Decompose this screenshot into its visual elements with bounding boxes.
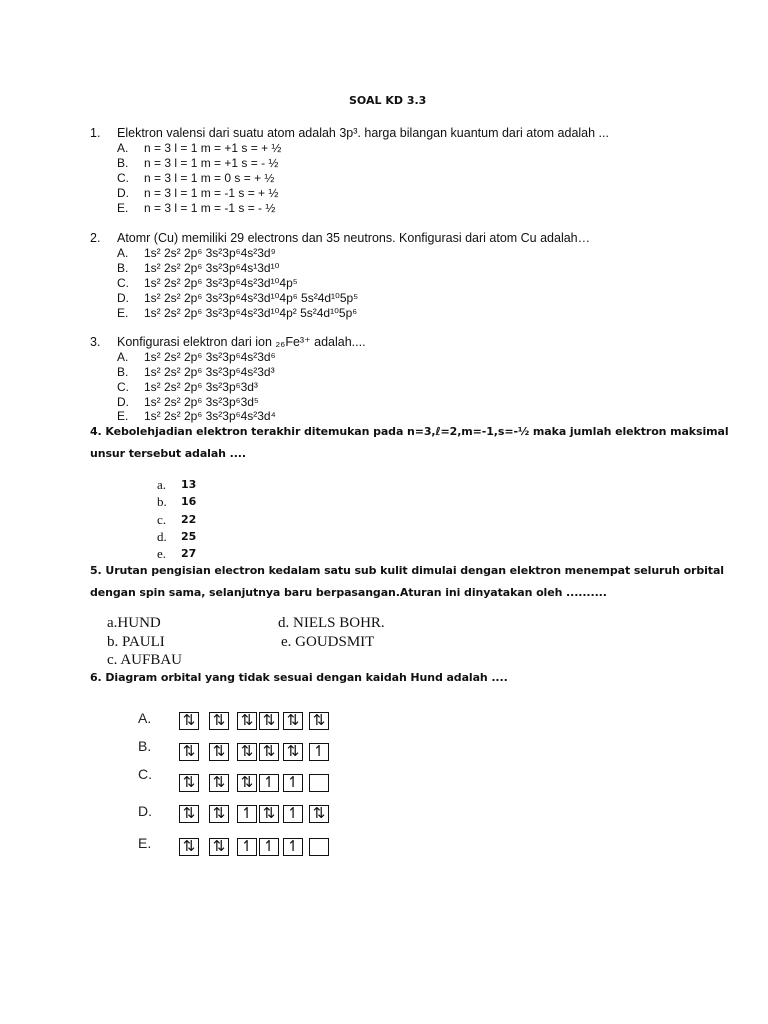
orbital-box: ⇅ xyxy=(259,805,279,823)
question-3-option-a: 1s² 2s² 2p⁶ 3s²3p⁶4s²3d⁶ xyxy=(144,350,276,364)
orbital-box: ⇅ xyxy=(309,805,329,823)
orbital-box: ↿ xyxy=(283,838,303,856)
question-3-option-c: 1s² 2s² 2p⁶ 3s²3p⁶3d³ xyxy=(144,380,258,394)
orbital-box: ↿ xyxy=(309,743,329,761)
question-1-option-a: n = 3 l = 1 m = +1 s = + ½ xyxy=(144,141,282,155)
page-title: SOAL KD 3.3 xyxy=(349,94,427,107)
orbital-box xyxy=(309,838,329,856)
question-4-option-e-letter: e. xyxy=(157,546,167,561)
orbital-box: ↿ xyxy=(283,774,303,792)
orbital-box: ↿ xyxy=(237,805,257,823)
question-5-option-b: b. PAULI xyxy=(107,634,165,650)
orbital-row-b-label: B. xyxy=(138,738,152,754)
question-1-option-c: n = 3 l = 1 m = 0 s = + ½ xyxy=(144,171,275,185)
orbital-row-c-label: C. xyxy=(138,766,152,782)
question-1-option-b-letter: B. xyxy=(117,156,129,170)
orbital-box: ⇅ xyxy=(309,712,329,730)
question-2-option-a: 1s² 2s² 2p⁶ 3s²3p⁶4s²3d⁹ xyxy=(144,246,276,260)
question-5-option-a: a.HUND xyxy=(107,615,161,631)
orbital-box: ⇅ xyxy=(237,743,257,761)
question-5-option-d: d. NIELS BOHR. xyxy=(278,615,385,631)
question-4-option-c-letter: c. xyxy=(157,512,167,527)
question-3-option-d-letter: D. xyxy=(117,395,129,409)
question-1-option-c-letter: C. xyxy=(117,171,129,185)
question-1-option-a-letter: A. xyxy=(117,141,129,155)
question-2-number: 2. xyxy=(90,231,101,245)
question-2-option-d: 1s² 2s² 2p⁶ 3s²3p⁶4s²3d¹⁰4p⁶ 5s²4d¹⁰5p⁵ xyxy=(144,291,359,305)
orbital-box: ↿ xyxy=(283,805,303,823)
question-3-text: Konfigurasi elektron dari ion ₂₆Fe³⁺ adalah.... xyxy=(117,335,366,349)
question-3-option-b: 1s² 2s² 2p⁶ 3s²3p⁶4s²3d³ xyxy=(144,365,275,379)
question-1-text: Elektron valensi dari suatu atom adalah 3p³. harga bilangan kuantum dari atom adalah ... xyxy=(117,126,609,140)
question-3-option-c-letter: C. xyxy=(117,380,129,394)
question-4-option-d-letter: d. xyxy=(157,529,167,544)
question-5-option-c: c. AUFBAU xyxy=(107,652,183,668)
question-4-text-line-2: unsur tersebut adalah .... xyxy=(90,447,246,460)
question-2-option-b: 1s² 2s² 2p⁶ 3s²3p⁶4s¹3d¹⁰ xyxy=(144,261,280,275)
question-4-option-b-letter: b. xyxy=(157,494,167,509)
orbital-row-d-label: D. xyxy=(138,803,152,819)
question-2-text: Atomr (Cu) memiliki 29 electrons dan 35 neutrons. Konfigurasi dari atom Cu adalah… xyxy=(117,231,591,245)
orbital-box: ⇅ xyxy=(209,805,229,823)
question-5-text-line-1: 5. Urutan pengisian electron kedalam satu sub kulit dimulai dengan elektron menempat seluruh orbital xyxy=(90,564,724,577)
orbital-box: ⇅ xyxy=(179,774,199,792)
question-1-number: 1. xyxy=(90,126,101,140)
question-1-option-d: n = 3 l = 1 m = -1 s = + ½ xyxy=(144,186,279,200)
orbital-box: ↿ xyxy=(259,774,279,792)
question-5-option-e: e. GOUDSMIT xyxy=(281,634,375,650)
question-2-option-d-letter: D. xyxy=(117,291,129,305)
question-4-option-e: 27 xyxy=(181,547,197,560)
question-4-option-c: 22 xyxy=(181,513,197,526)
question-2-option-a-letter: A. xyxy=(117,246,129,260)
orbital-box: ⇅ xyxy=(259,743,279,761)
question-2-option-b-letter: B. xyxy=(117,261,129,275)
question-4-option-a-letter: a. xyxy=(157,477,167,492)
question-6-text: 6. Diagram orbital yang tidak sesuai dengan kaidah Hund adalah .... xyxy=(90,671,508,684)
question-1-option-b: n = 3 l = 1 m = +1 s = - ½ xyxy=(144,156,279,170)
orbital-box: ⇅ xyxy=(179,712,199,730)
question-4-text-line-1: 4. Kebolehjadian elektron terakhir ditemukan pada n=3,ℓ=2,m=-1,s=-½ maka jumlah elektron maksimal xyxy=(90,425,729,438)
orbital-box: ⇅ xyxy=(179,805,199,823)
question-2-option-c: 1s² 2s² 2p⁶ 3s²3p⁶4s²3d¹⁰4p⁵ xyxy=(144,276,298,290)
orbital-box: ⇅ xyxy=(259,712,279,730)
question-1-option-e: n = 3 l = 1 m = -1 s = - ½ xyxy=(144,201,276,215)
orbital-box: ⇅ xyxy=(237,774,257,792)
question-4-option-b: 16 xyxy=(181,495,197,508)
orbital-box: ⇅ xyxy=(209,743,229,761)
question-4-option-a: 13 xyxy=(181,478,197,491)
orbital-box: ⇅ xyxy=(283,743,303,761)
orbital-row-a-label: A. xyxy=(138,710,152,726)
orbital-row-e-label: E. xyxy=(138,835,152,851)
orbital-box: ⇅ xyxy=(209,838,229,856)
orbital-box xyxy=(309,774,329,792)
question-4-option-d: 25 xyxy=(181,530,197,543)
question-1-option-d-letter: D. xyxy=(117,186,129,200)
question-3-option-a-letter: A. xyxy=(117,350,129,364)
orbital-box: ⇅ xyxy=(283,712,303,730)
orbital-box: ↿ xyxy=(237,838,257,856)
orbital-box: ↿ xyxy=(259,838,279,856)
question-3-option-d: 1s² 2s² 2p⁶ 3s²3p⁶3d⁵ xyxy=(144,395,259,409)
question-5-text-line-2: dengan spin sama, selanjutnya baru berpasangan.Aturan ini dinyatakan oleh .......... xyxy=(90,586,607,599)
question-3-number: 3. xyxy=(90,335,101,349)
question-1-option-e-letter: E. xyxy=(117,201,129,215)
question-2-option-e: 1s² 2s² 2p⁶ 3s²3p⁶4s²3d¹⁰4p² 5s²4d¹⁰5p⁶ xyxy=(144,306,358,320)
question-3-option-b-letter: B. xyxy=(117,365,129,379)
question-2-option-e-letter: E. xyxy=(117,306,129,320)
orbital-box: ⇅ xyxy=(209,774,229,792)
question-2-option-c-letter: C. xyxy=(117,276,129,290)
question-3-option-e-letter: E. xyxy=(117,409,129,423)
question-3-option-e: 1s² 2s² 2p⁶ 3s²3p⁶4s²3d⁴ xyxy=(144,409,276,423)
orbital-box: ⇅ xyxy=(179,838,199,856)
orbital-box: ⇅ xyxy=(209,712,229,730)
orbital-box: ⇅ xyxy=(179,743,199,761)
orbital-box: ⇅ xyxy=(237,712,257,730)
